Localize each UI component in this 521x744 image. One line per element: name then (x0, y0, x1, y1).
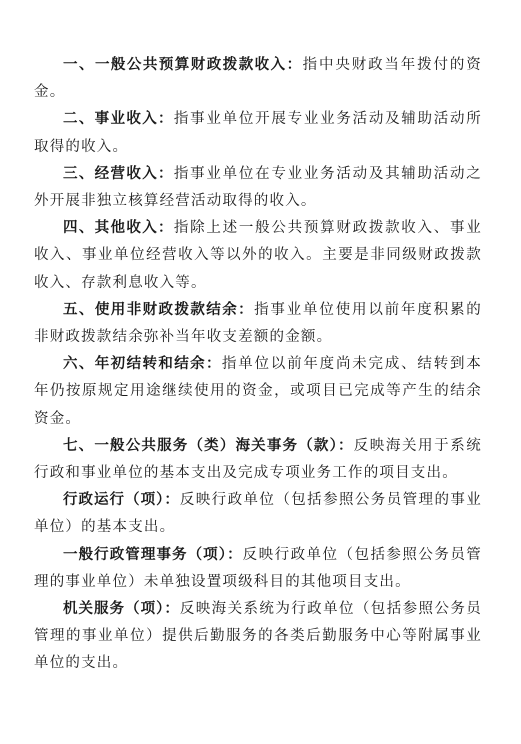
definition-1: 指中央财政当年拨付的资金。 (34, 57, 482, 101)
definition-paragraph-10 (34, 596, 482, 678)
definition-8: 反映行政单位（包括参照公务员管理的事业单位）的基本支出。 (34, 492, 482, 536)
definition-6: 指单位以前年度尚未完成、结转到本年仍按原规定用途继续使用的资金，或项目已完成等产生的结余资金。 (34, 356, 482, 427)
definition-paragraph-9 (34, 542, 482, 596)
definition-paragraph-6 (34, 351, 482, 433)
term-2: 二、事业收入： (63, 111, 174, 128)
term-6: 六、年初结转和结余： (63, 356, 222, 373)
term-3: 三、经营收入： (63, 165, 174, 182)
definition-paragraph-3 (34, 161, 482, 215)
definition-2: 指事业单位开展专业业务活动及辅助活动所取得的收入。 (34, 111, 482, 155)
definition-paragraph-8 (34, 487, 482, 541)
term-1: 一、一般公共预算财政拨款收入： (63, 57, 303, 73)
term-10: 机关服务（项）： (63, 601, 180, 618)
definition-7: 反映海关用于系统行政和事业单位的基本支出及完成专项业务工作的项目支出。 (34, 437, 482, 482)
definition-3: 指事业单位在专业业务活动及其辅助活动之外开展非独立核算经营活动取得的收入。 (34, 165, 482, 210)
document-body (34, 52, 482, 678)
definition-paragraph-2 (34, 106, 482, 160)
definition-paragraph-1 (34, 52, 482, 106)
definition-10: 反映海关系统为行政单位（包括参照公务员管理的事业单位）提供后勤服务的各类后勤服务中心等附属事业单位的支出。 (34, 601, 482, 672)
term-9: 一般行政管理事务（项）： (63, 546, 243, 563)
definition-9: 反映行政单位（包括参照公务员管理的事业单位）未单独设置项级科目的其他项目支出。 (34, 546, 482, 590)
term-7: 七、一般公共服务（类）海关事务（款）： (63, 437, 354, 454)
definition-5: 指事业单位使用以前年度积累的非财政拨款结余弥补当年收支差额的金额。 (34, 301, 482, 346)
definition-paragraph-5 (34, 297, 482, 351)
definition-paragraph-7 (34, 433, 482, 487)
term-8: 行政运行（项）： (63, 492, 180, 509)
term-5: 五、使用非财政拨款结余： (63, 301, 255, 318)
term-4: 四、其他收入： (63, 220, 174, 237)
definition-paragraph-4 (34, 215, 482, 297)
definition-4: 指除上述一般公共预算财政拨款收入、事业收入、事业单位经营收入等以外的收入。主要是非同级财政拨款收入、存款利息收入等。 (34, 220, 482, 291)
